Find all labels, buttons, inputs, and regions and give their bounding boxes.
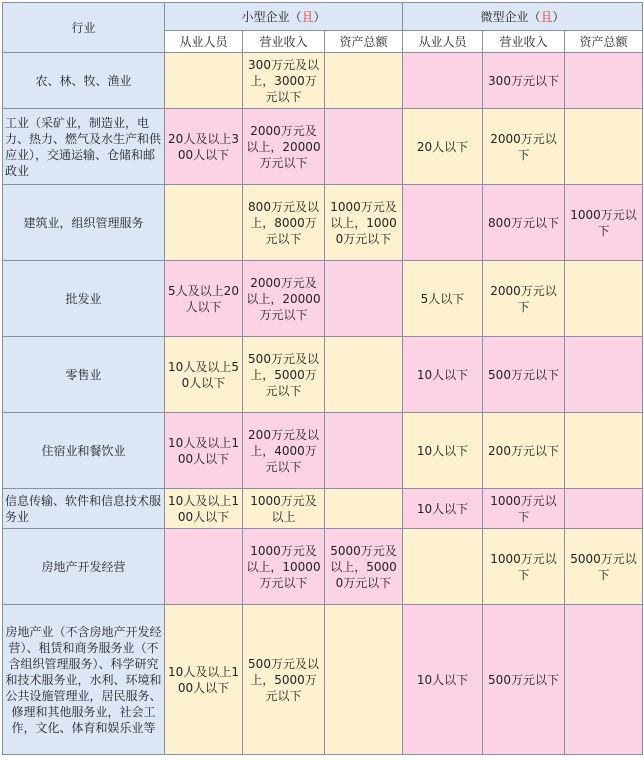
table-row bbox=[3, 261, 643, 337]
small-employees-cell: 10人及以上100人以下 bbox=[165, 413, 243, 489]
micro-assets-cell bbox=[565, 605, 643, 755]
table-row bbox=[3, 605, 643, 755]
micro-employees-cell: 10人以下 bbox=[403, 489, 483, 529]
industry-cell: 农、林、牧、渔业 bbox=[3, 53, 165, 109]
micro-assets-cell: 5000万元以下 bbox=[565, 529, 643, 605]
micro-revenue-cell: 200万元以下 bbox=[483, 413, 565, 489]
micro-revenue-cell: 500万元以下 bbox=[483, 605, 565, 755]
industry-cell: 批发业 bbox=[3, 261, 165, 337]
micro-assets-cell bbox=[565, 53, 643, 109]
small-revenue-cell: 1000万元及以上，10000万元以下 bbox=[243, 529, 325, 605]
micro-revenue-cell: 1000万元以下 bbox=[483, 529, 565, 605]
small-assets-cell bbox=[325, 489, 403, 529]
micro-revenue-cell: 800万元以下 bbox=[483, 185, 565, 261]
small-assets-cell bbox=[325, 337, 403, 413]
table-row bbox=[3, 53, 643, 109]
col-header-employees: 从业人员 bbox=[403, 31, 483, 53]
small-revenue-cell: 2000万元及以上，20000万元以下 bbox=[243, 109, 325, 185]
qie-mark: 且 bbox=[540, 9, 553, 24]
small-assets-cell bbox=[325, 261, 403, 337]
micro-assets-cell bbox=[565, 109, 643, 185]
small-revenue-cell: 500万元及以上，5000万元以下 bbox=[243, 337, 325, 413]
micro-employees-cell: 20人以下 bbox=[403, 109, 483, 185]
small-employees-cell: 10人及以上100人以下 bbox=[165, 489, 243, 529]
industry-cell: 住宿业和餐饮业 bbox=[3, 413, 165, 489]
small-revenue-cell: 2000万元及以上，20000万元以下 bbox=[243, 261, 325, 337]
small-employees-cell: 10人及以上100人以下 bbox=[165, 605, 243, 755]
small-assets-cell bbox=[325, 53, 403, 109]
sme-classification-table bbox=[2, 2, 643, 755]
small-revenue-cell: 500万元及以上，5000万元以下 bbox=[243, 605, 325, 755]
micro-employees-cell bbox=[403, 529, 483, 605]
micro-assets-cell: 1000万元以下 bbox=[565, 185, 643, 261]
small-assets-cell bbox=[325, 109, 403, 185]
col-header-assets: 资产总额 bbox=[325, 31, 403, 53]
table-row bbox=[3, 337, 643, 413]
micro-assets-cell bbox=[565, 413, 643, 489]
small-employees-cell bbox=[165, 529, 243, 605]
small-assets-cell bbox=[325, 605, 403, 755]
col-header-revenue: 营业收入 bbox=[483, 31, 565, 53]
small-revenue-cell: 800万元及以上，8000万元以下 bbox=[243, 185, 325, 261]
qie-mark: 且 bbox=[301, 9, 314, 24]
micro-employees-cell: 5人以下 bbox=[403, 261, 483, 337]
table-row bbox=[3, 529, 643, 605]
industry-cell: 房地产业（不含房地产开发经营）、租赁和商务服务业（不含组织管理服务）、科学研究和技术服务业，水利、环境和公共设施管理业，居民服务、修理和其他服务业，社会工作，文化、体育和娱乐业等 bbox=[3, 605, 165, 755]
small-employees-cell bbox=[165, 185, 243, 261]
small-employees-cell: 10人及以上50人以下 bbox=[165, 337, 243, 413]
small-revenue-cell: 300万元及以上，3000万元以下 bbox=[243, 53, 325, 109]
small-revenue-cell: 200万元及以上，4000万元以下 bbox=[243, 413, 325, 489]
micro-assets-cell bbox=[565, 261, 643, 337]
small-employees-cell: 20人及以上300人以下 bbox=[165, 109, 243, 185]
industry-header: 行业 bbox=[3, 3, 165, 53]
micro-revenue-cell: 300万元以下 bbox=[483, 53, 565, 109]
col-header-employees: 从业人员 bbox=[165, 31, 243, 53]
small-assets-cell bbox=[325, 413, 403, 489]
micro-enterprise-label: 微型企业 bbox=[480, 9, 529, 24]
micro-employees-cell: 10人以下 bbox=[403, 337, 483, 413]
table-row bbox=[3, 413, 643, 489]
small-employees-cell bbox=[165, 53, 243, 109]
industry-cell: 房地产开发经营 bbox=[3, 529, 165, 605]
micro-employees-cell bbox=[403, 53, 483, 109]
micro-revenue-cell: 2000万元以下 bbox=[483, 109, 565, 185]
industry-cell: 信息传输、软件和信息技术服务业 bbox=[3, 489, 165, 529]
table-row bbox=[3, 489, 643, 529]
micro-employees-cell bbox=[403, 185, 483, 261]
micro-employees-cell: 10人以下 bbox=[403, 413, 483, 489]
micro-enterprise-header: 微型企业（且） bbox=[403, 3, 643, 31]
small-assets-cell: 5000万元及以上，50000万元以下 bbox=[325, 529, 403, 605]
col-header-assets: 资产总额 bbox=[565, 31, 643, 53]
industry-cell: 建筑业，组织管理服务 bbox=[3, 185, 165, 261]
table-row bbox=[3, 109, 643, 185]
small-employees-cell: 5人及以上20人以下 bbox=[165, 261, 243, 337]
small-assets-cell: 1000万元及以上，10000万元以下 bbox=[325, 185, 403, 261]
micro-revenue-cell: 1000万元以下 bbox=[483, 489, 565, 529]
small-enterprise-label: 小型企业 bbox=[241, 9, 290, 24]
micro-assets-cell bbox=[565, 337, 643, 413]
micro-revenue-cell: 500万元以下 bbox=[483, 337, 565, 413]
col-header-revenue: 营业收入 bbox=[243, 31, 325, 53]
micro-assets-cell bbox=[565, 489, 643, 529]
small-revenue-cell: 1000万元及以上 bbox=[243, 489, 325, 529]
micro-employees-cell: 10人以下 bbox=[403, 605, 483, 755]
industry-cell: 零售业 bbox=[3, 337, 165, 413]
industry-cell: 工业（采矿业，制造业，电力、热力、燃气及水生产和供应业），交通运输、仓储和邮政业 bbox=[3, 109, 165, 185]
small-enterprise-header: 小型企业（且） bbox=[165, 3, 403, 31]
table-row bbox=[3, 185, 643, 261]
micro-revenue-cell: 2000万元以下 bbox=[483, 261, 565, 337]
